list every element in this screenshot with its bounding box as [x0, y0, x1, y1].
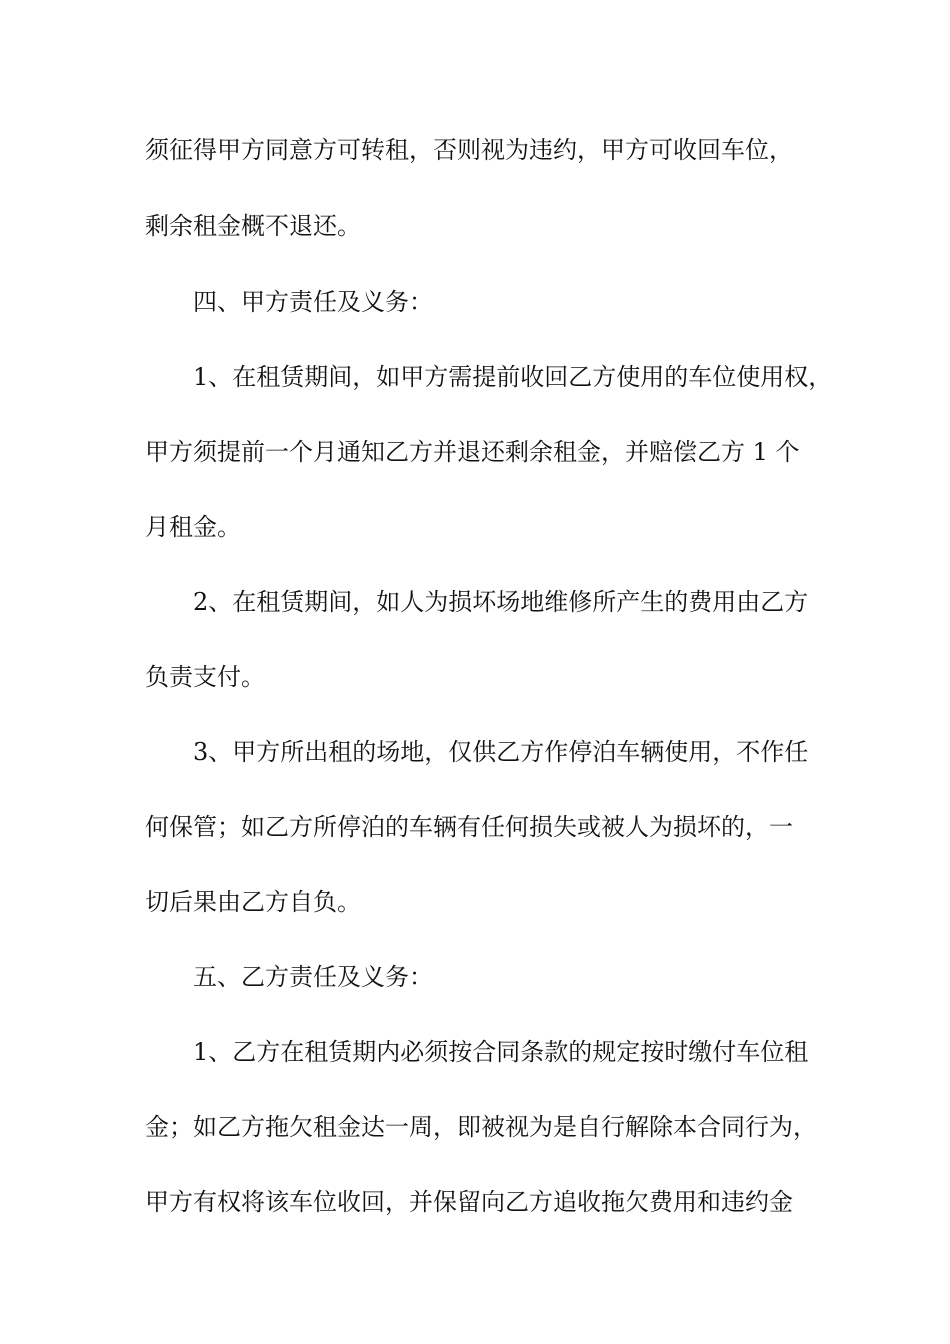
text-line: 1、在租赁期间，如甲方需提前收回乙方使用的车位使用权，: [193, 363, 833, 391]
text-line: 剩余租金概不退还。: [145, 212, 361, 240]
text-line: 月租金。: [145, 513, 241, 541]
section-heading: 四、甲方责任及义务：: [193, 288, 433, 316]
text-line: 负责支付。: [145, 663, 265, 691]
section-heading: 五、乙方责任及义务：: [193, 963, 433, 991]
text-line: 甲方须提前一个月通知乙方并退还剩余租金，并赔偿乙方 1 个: [145, 438, 800, 466]
text-line: 2、在租赁期间，如人为损坏场地维修所产生的费用由乙方: [193, 588, 809, 616]
text-line: 切后果由乙方自负。: [145, 888, 361, 916]
text-line: 须征得甲方同意方可转租，否则视为违约，甲方可收回车位，: [145, 136, 793, 164]
text-line: 3、甲方所出租的场地，仅供乙方作停泊车辆使用，不作任: [193, 738, 809, 766]
text-line: 金；如乙方拖欠租金达一周，即被视为是自行解除本合同行为，: [145, 1113, 817, 1141]
text-line: 何保管；如乙方所停泊的车辆有任何损失或被人为损坏的，一: [145, 813, 793, 841]
text-line: 甲方有权将该车位收回，并保留向乙方追收拖欠费用和违约金: [145, 1188, 793, 1216]
text-line: 1、乙方在租赁期内必须按合同条款的规定按时缴付车位租: [193, 1038, 809, 1066]
